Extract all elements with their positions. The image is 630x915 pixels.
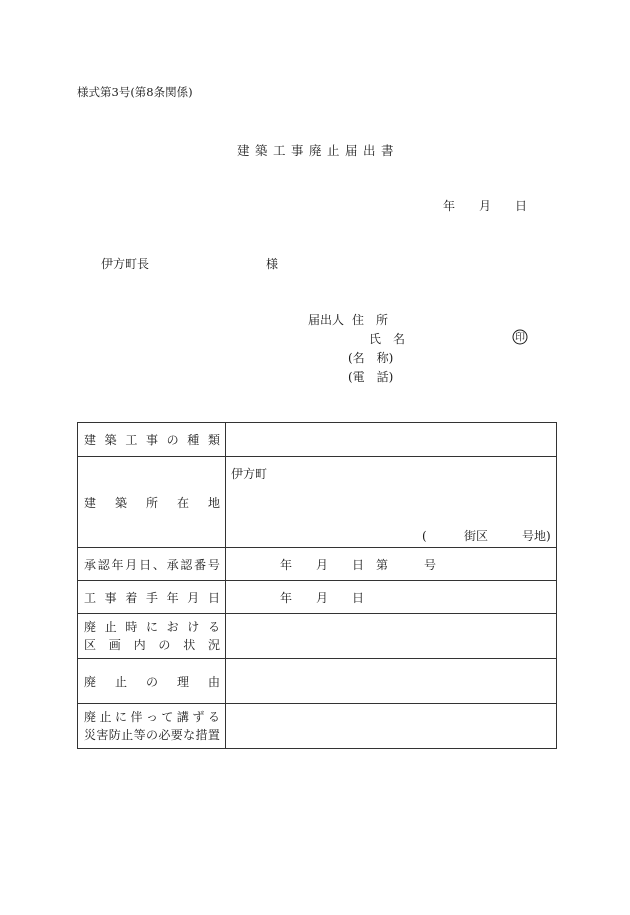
addressee-honorific: 様 — [266, 257, 279, 271]
label-char: お — [166, 620, 179, 634]
start-year-label: 年 — [280, 590, 293, 605]
start-date-value — [226, 589, 556, 606]
label-char: 止 — [99, 710, 112, 724]
table-row — [78, 548, 557, 581]
table-row — [78, 457, 557, 548]
label-char: 廃 — [84, 674, 97, 689]
construction-type-label-text — [84, 431, 220, 448]
label-char: 手 — [145, 590, 158, 605]
table-row — [78, 581, 557, 614]
label-char: 由 — [207, 674, 220, 689]
date-month-label: 月 — [479, 199, 492, 213]
label-char: 措 — [195, 728, 208, 742]
label-char: ず — [192, 710, 205, 724]
label-char: な — [183, 728, 196, 742]
approval-date-number — [226, 556, 556, 573]
label-char: 事 — [104, 590, 117, 605]
label-char: 止 — [121, 728, 134, 742]
label-char: 日 — [139, 557, 152, 572]
applicant-company-label: (名 称) — [348, 351, 394, 365]
table-row — [78, 614, 557, 659]
label-char: 種 — [187, 433, 200, 447]
label-char: 区 — [84, 638, 97, 652]
date-day-label: 日 — [515, 199, 528, 213]
form-number: 様式第3号(第8条関係) — [77, 85, 193, 99]
label-char: 認 — [97, 557, 110, 572]
label-char: 事 — [145, 433, 158, 447]
label-char: 、 — [152, 557, 165, 572]
label-char: 建 — [84, 495, 97, 510]
label-char: 工 — [84, 590, 97, 605]
applicant-address-label: 住 所 — [352, 313, 389, 327]
label-char: 伴 — [130, 710, 143, 724]
site-status-field[interactable] — [226, 614, 557, 659]
label-char: っ — [145, 710, 158, 724]
label-char: 築 — [104, 433, 117, 447]
safety-measures-label — [78, 704, 226, 749]
applicant-label: 届出人 — [308, 313, 345, 327]
label-char: 築 — [114, 495, 127, 510]
approval-year-label: 年 — [280, 557, 293, 572]
label-char: 等 — [133, 728, 146, 742]
label-char: 画 — [108, 638, 121, 652]
site-location-label — [78, 457, 226, 548]
label-char: 地 — [207, 495, 220, 510]
label-char: の — [166, 433, 179, 447]
label-char: 号 — [207, 557, 220, 572]
label-char: 状 — [183, 638, 196, 652]
table-row — [78, 659, 557, 704]
construction-type-field[interactable] — [226, 423, 557, 457]
site-status-label-line2 — [84, 636, 220, 654]
label-char: 害 — [96, 728, 109, 742]
construction-type-label — [78, 423, 226, 457]
label-char: て — [161, 710, 174, 724]
label-char: 内 — [133, 638, 146, 652]
label-char: 承 — [166, 557, 179, 572]
label-char: 必 — [158, 728, 171, 742]
label-char: 番 — [194, 557, 207, 572]
label-char: 日 — [207, 590, 220, 605]
start-date-label-text — [84, 589, 220, 606]
submission-date — [443, 197, 527, 214]
abolition-reason-label-text — [84, 673, 220, 690]
label-char: 廃 — [84, 620, 97, 634]
form-table — [77, 422, 557, 749]
label-char: 時 — [125, 620, 138, 634]
site-status-label-line1 — [84, 618, 220, 636]
site-paren-open: ( — [422, 529, 427, 543]
label-char: 年 — [111, 557, 124, 572]
label-char: 年 — [166, 590, 179, 605]
safety-measures-label-line1 — [84, 708, 220, 726]
abolition-reason-field[interactable] — [226, 659, 557, 704]
start-day-label: 日 — [352, 590, 365, 605]
label-char: 理 — [176, 674, 189, 689]
label-char: る — [207, 620, 220, 634]
site-status-label — [78, 614, 226, 659]
label-char: 防 — [108, 728, 121, 742]
label-char: け — [187, 620, 200, 634]
label-char: 止 — [104, 620, 117, 634]
label-char: 認 — [180, 557, 193, 572]
start-date-label — [78, 581, 226, 614]
label-char: 況 — [207, 638, 220, 652]
safety-measures-label-line2 — [84, 726, 220, 744]
start-date-field[interactable] — [226, 581, 557, 614]
site-location-field[interactable] — [226, 457, 557, 548]
label-char: 月 — [125, 557, 138, 572]
label-char: 承 — [84, 557, 97, 572]
label-char: 工 — [125, 433, 138, 447]
site-location-label-text — [84, 494, 220, 511]
applicant-phone-label: (電 話) — [348, 370, 394, 384]
label-char: 講 — [176, 710, 189, 724]
label-char: る — [207, 710, 220, 724]
approval-number-label: 号 — [424, 557, 437, 572]
table-row — [78, 423, 557, 457]
label-char: に — [114, 710, 127, 724]
date-year-label: 年 — [443, 199, 456, 213]
approval-dai-label: 第 — [376, 557, 389, 572]
label-char: 類 — [207, 433, 220, 447]
label-char: に — [145, 620, 158, 634]
label-char: 月 — [187, 590, 200, 605]
start-month-label: 月 — [316, 590, 329, 605]
label-char: 置 — [207, 728, 220, 742]
site-town: 伊方町 — [231, 467, 268, 481]
site-lot-label: 号地) — [522, 529, 551, 543]
approval-day-label: 日 — [352, 557, 365, 572]
label-char: 災 — [84, 728, 97, 742]
label-char: 要 — [170, 728, 183, 742]
approval-field[interactable] — [226, 548, 557, 581]
seal-icon — [512, 329, 528, 348]
label-char: 建 — [84, 433, 97, 447]
label-char: 着 — [125, 590, 138, 605]
site-block-lot — [422, 527, 551, 544]
label-char: 止 — [114, 674, 127, 689]
label-char: の — [145, 674, 158, 689]
label-char: の — [158, 638, 171, 652]
addressee-name: 伊方町長 — [101, 257, 150, 271]
page-title: 建築工事廃止届出書 — [236, 143, 399, 158]
safety-measures-field[interactable] — [226, 704, 557, 749]
table-row — [78, 704, 557, 749]
abolition-reason-label — [78, 659, 226, 704]
seal-label: 印 — [515, 332, 525, 344]
label-char: 廃 — [84, 710, 97, 724]
label-char: の — [145, 728, 158, 742]
approval-label-text — [84, 556, 220, 573]
label-char: 所 — [145, 495, 158, 510]
site-block-label: 街区 — [464, 529, 489, 543]
approval-label — [78, 548, 226, 581]
applicant-name-label: 氏 名 — [369, 332, 406, 346]
label-char: 在 — [176, 495, 189, 510]
approval-month-label: 月 — [316, 557, 329, 572]
